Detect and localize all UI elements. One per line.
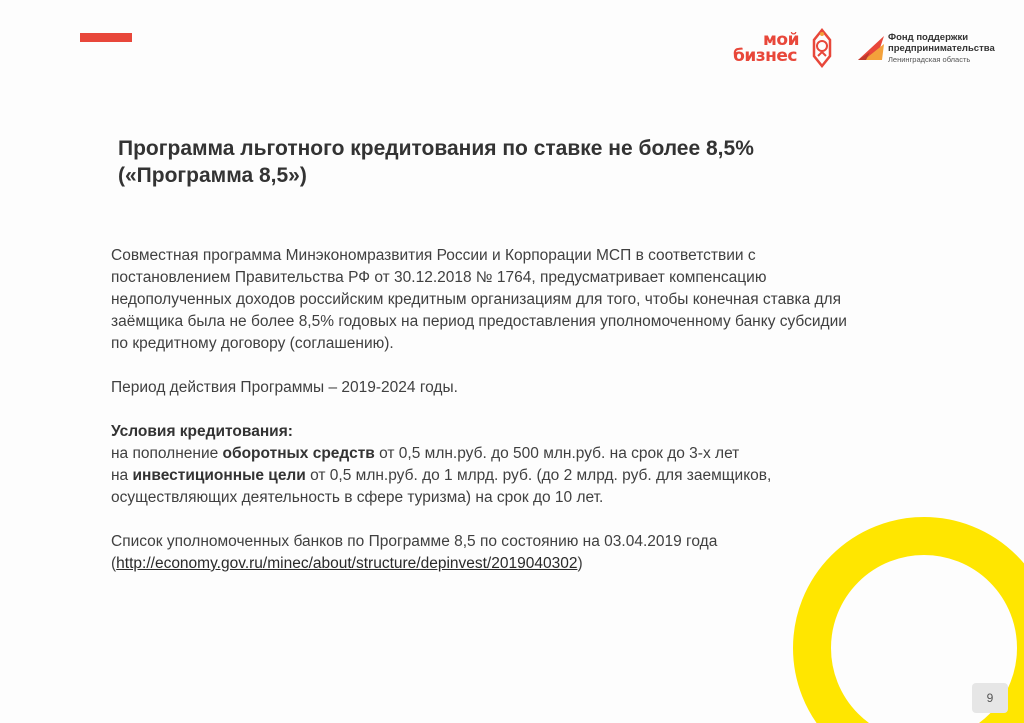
logo-moi-word: мой	[763, 30, 799, 50]
moi-biznes-emblem-icon	[809, 28, 835, 68]
accent-bar	[80, 33, 132, 42]
moi-biznes-logo	[733, 28, 843, 72]
logo-fond-line3: Ленинградская область	[888, 55, 971, 64]
banks-list-link[interactable]: http://economy.gov.ru/minec/about/structure/depinvest/2019040302	[116, 555, 578, 572]
page-number-badge: 9	[972, 683, 1008, 713]
title-line2: («Программа 8,5»)	[118, 164, 307, 187]
intro-line: Совместная программа Минэкономразвития России и Корпорации МСП в соответствии с	[111, 247, 756, 264]
cond1-prefix: на пополнение	[111, 445, 223, 462]
intro-line: по кредитному договору (соглашению).	[111, 335, 394, 352]
logo-fond-line1: Фонд поддержки	[888, 32, 969, 43]
slide-body	[111, 245, 871, 575]
intro-paragraph	[111, 245, 871, 355]
intro-line: заёмщика была не более 8,5% годовых на период предоставления уполномоченному банку субсидии	[111, 313, 847, 330]
banks-block	[111, 531, 871, 575]
logo-fond-line2: предпринимательства	[888, 43, 995, 54]
cond2-prefix: на	[111, 467, 133, 484]
slide-title	[118, 135, 878, 189]
cond1-bold: оборотных средств	[222, 445, 375, 462]
title-line1: Программа льготного кредитования по ставке не более 8,5%	[118, 137, 754, 160]
intro-line: постановлением Правительства РФ от 30.12.2018 № 1764, предусматривает компенсацию	[111, 269, 767, 286]
fond-emblem-icon	[856, 32, 886, 62]
fond-podderzhki-logo	[856, 32, 1006, 68]
intro-line: недополученных доходов российским кредитным организациям для того, чтобы конечная ставка для	[111, 291, 841, 308]
banks-open-paren: (	[111, 555, 117, 572]
conditions-block	[111, 421, 871, 509]
banks-close-paren: )	[577, 555, 583, 572]
banks-text: Список уполномоченных банков по Программе 8,5 по состоянию на 03.04.2019 года	[111, 533, 718, 550]
cond2-bold: инвестиционные цели	[132, 467, 306, 484]
cond1-suffix: от 0,5 млн.руб. до 500 млн.руб. на срок до 3-х лет	[374, 445, 740, 462]
cond2-line2: осуществляющих деятельность в сфере туризма) на срок до 10 лет.	[111, 489, 604, 506]
logo-biznes-word: бизнес	[733, 46, 798, 66]
period-text: Период действия Программы – 2019-2024 годы.	[111, 379, 458, 396]
conditions-heading: Условия кредитования:	[111, 423, 293, 440]
cond2-suffix: от 0,5 млн.руб. до 1 млрд. руб. (до 2 млрд. руб. для заемщиков,	[305, 467, 772, 484]
